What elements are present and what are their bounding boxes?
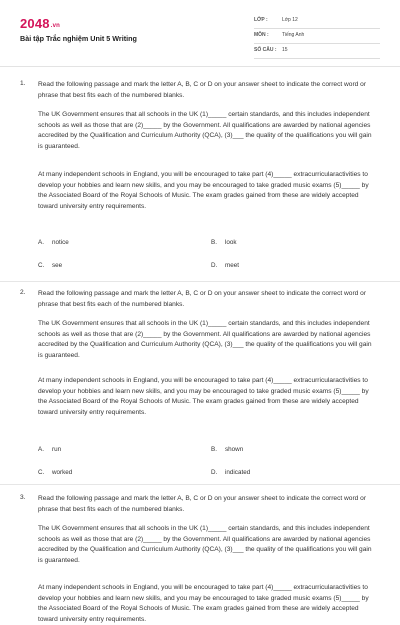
option-letter: D. xyxy=(211,469,218,476)
option-c[interactable] xyxy=(38,262,62,269)
passage-paragraph-1: The UK Government ensures that all schools in the UK (1)_____ certain standards, and this includes independent schools as well as those that are (2)_____ by the Government. All qualifications are awarded by national agencies accredited by the Qualification and Curriculum Authority (QCA), (3)___ the quality of the qualifications you will gain is guaranteed. xyxy=(38,320,372,359)
question-divider xyxy=(0,281,400,282)
passage-paragraph-2: At many independent schools in England, you will be encouraged to take part (4)_____ extracurricularactivities to develop your hobbies and learn new skills, and you may be encouraged to take graded music exams (5)_____ by the Associated Board of the Royal Schools of Music. The exam grades gained from these are widely accepted toward university entry requirements. xyxy=(38,171,369,210)
question-2 xyxy=(20,289,382,479)
meta-value-subject: Tiếng Anh xyxy=(282,32,305,38)
question-instruction: Read the following passage and mark the letter A, B, C or D on your answer sheet to indicate the correct word or phrase that best fits each of the numbered blanks. xyxy=(38,290,367,308)
meta-label-subject: MÔN : xyxy=(254,32,269,38)
option-text: meet xyxy=(225,262,239,269)
option-letter: D. xyxy=(211,262,218,269)
meta-value-class: Lớp 12 xyxy=(282,17,298,23)
option-text: look xyxy=(225,239,237,246)
option-letter: A. xyxy=(38,446,44,453)
meta-label-count: SỐ CÂU : xyxy=(254,47,277,53)
question-number: 1. xyxy=(20,80,26,87)
option-text: see xyxy=(52,262,63,269)
question-divider xyxy=(0,484,400,485)
worksheet-title: Bài tập Trắc nghiệm Unit 5 Writing xyxy=(20,34,137,43)
worksheet-meta xyxy=(254,14,380,59)
meta-row-class xyxy=(254,14,380,29)
brand-suffix: .vn xyxy=(50,23,61,29)
meta-label-class: LỚP : xyxy=(254,17,268,23)
option-letter: C. xyxy=(38,469,45,476)
option-text: indicated xyxy=(225,469,251,476)
option-text: notice xyxy=(52,239,69,246)
meta-value-count: 15 xyxy=(282,47,288,53)
option-d[interactable] xyxy=(211,262,239,269)
option-letter: B. xyxy=(211,446,217,453)
brand-name: 2048 xyxy=(20,16,50,31)
option-d[interactable] xyxy=(211,469,250,476)
question-3 xyxy=(20,494,382,623)
header-divider xyxy=(0,66,400,67)
option-c[interactable] xyxy=(38,469,72,476)
meta-row-count xyxy=(254,44,380,59)
option-b[interactable] xyxy=(211,239,237,246)
passage-paragraph-1: The UK Government ensures that all schools in the UK (1)_____ certain standards, and this includes independent schools as well as those that are (2)_____ by the Government. All qualifications are awarded by national agencies accredited by the Qualification and Curriculum Authority (QCA), (3)___ the quality of the qualifications you will gain is guaranteed. xyxy=(38,111,372,150)
question-instruction: Read the following passage and mark the letter A, B, C or D on your answer sheet to indicate the correct word or phrase that best fits each of the numbered blanks. xyxy=(38,81,367,99)
question-number: 2. xyxy=(20,289,26,296)
brand-logo[interactable] xyxy=(20,16,60,31)
passage-paragraph-1: The UK Government ensures that all schools in the UK (1)_____ certain standards, and this includes independent schools as well as those that are (2)_____ by the Government. All qualifications are awarded by national agencies accredited by the Qualification and Curriculum Authority (QCA), (3)___ the quality of the qualifications you will gain is guaranteed. xyxy=(38,525,372,564)
question-number: 3. xyxy=(20,494,26,501)
option-text: run xyxy=(52,446,62,453)
question-1 xyxy=(20,80,382,280)
worksheet-header xyxy=(20,14,380,70)
option-text: shown xyxy=(225,446,244,453)
option-b[interactable] xyxy=(211,446,243,453)
passage-paragraph-2: At many independent schools in England, you will be encouraged to take part (4)_____ extracurricularactivities to develop your hobbies and learn new skills, and you may be encouraged to take graded music exams (5)_____ by the Associated Board of the Royal Schools of Music. The exam grades gained from these are widely accepted toward university entry requirements. xyxy=(38,584,369,623)
option-letter: C. xyxy=(38,262,45,269)
option-a[interactable] xyxy=(38,239,69,246)
meta-row-subject xyxy=(254,29,380,44)
passage-paragraph-2: At many independent schools in England, you will be encouraged to take part (4)_____ extracurricularactivities to develop your hobbies and learn new skills, and you may be encouraged to take graded music exams (5)_____ by the Associated Board of the Royal Schools of Music. The exam grades gained from these are widely accepted toward university entry requirements. xyxy=(38,377,369,416)
question-instruction: Read the following passage and mark the letter A, B, C or D on your answer sheet to indicate the correct word or phrase that best fits each of the numbered blanks. xyxy=(38,495,367,513)
option-text: worked xyxy=(52,469,73,476)
option-letter: B. xyxy=(211,239,217,246)
option-letter: A. xyxy=(38,239,44,246)
option-a[interactable] xyxy=(38,446,61,453)
